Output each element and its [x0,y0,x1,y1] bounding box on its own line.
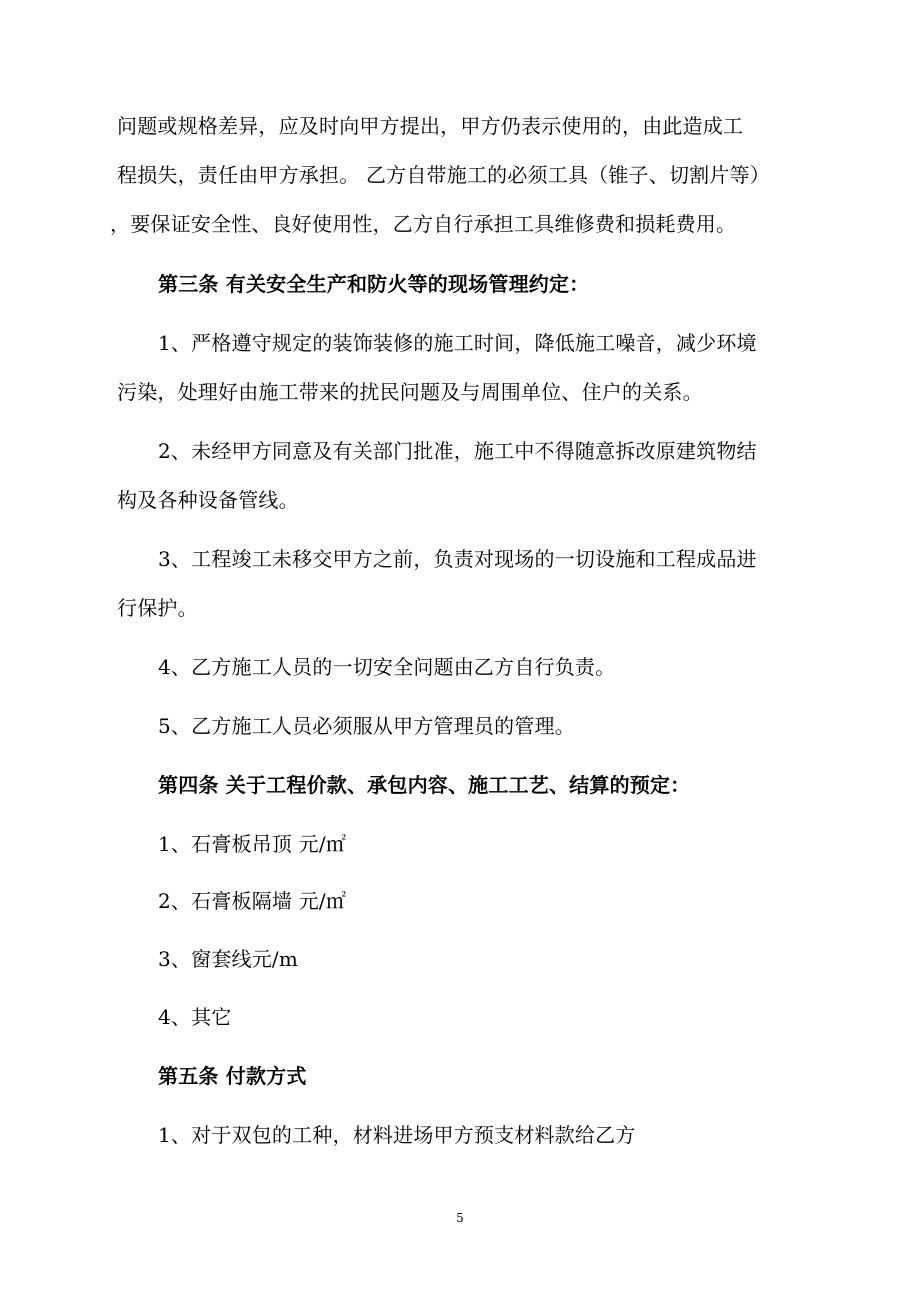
article-3-item-3-line: 3、工程竣工未移交甲方之前，负责对现场的一切设施和工程成品进 [158,547,757,571]
article-3-item-2-line: 2、未经甲方同意及有关部门批准，施工中不得随意拆改原建筑物结 [158,439,757,463]
page-number: 5 [456,1211,464,1225]
article-5-item-1: 1、对于双包的工种，材料进场甲方预支材料款给乙方 [158,1123,636,1147]
article-4-heading: 第四条 关于工程价款、承包内容、施工工艺、结算的预定： [158,773,691,797]
paragraph-line: 程损失，责任由甲方承担。 乙方自带施工的必须工具（锥子、切割片等） [117,163,770,187]
article-3-item-5: 5、乙方施工人员必须服从甲方管理员的管理。 [158,714,575,738]
article-3-item-2-line: 构及各种设备管线。 [117,488,299,512]
article-5-heading: 第五条 付款方式 [158,1064,307,1088]
article-4-item-4: 4、其它 [158,1005,232,1029]
article-4-item-3: 3、窗套线元/m [158,947,299,971]
article-3-item-3-line: 行保护。 [117,596,198,620]
article-3-item-4: 4、乙方施工人员的一切安全问题由乙方自行负责。 [158,655,616,679]
article-3-item-1-line: 污染，处理好由施工带来的扰民问题及与周围单位、住户的关系。 [117,380,703,404]
article-4-item-2: 2、石膏板隔墙 元/㎡ [158,889,347,913]
paragraph-line: ，要保证安全性、良好使用性，乙方自行承担工具维修费和损耗费用。 [110,212,737,236]
article-3-heading: 第三条 有关安全生产和防火等的现场管理约定： [158,272,590,296]
paragraph-line: 问题或规格差异，应及时向甲方提出，甲方仍表示使用的，由此造成工 [117,114,744,138]
article-4-item-1: 1、石膏板吊顶 元/㎡ [158,832,347,856]
article-3-item-1-line: 1、严格遵守规定的装饰装修的施工时间，降低施工噪音，减少环境 [158,331,757,355]
